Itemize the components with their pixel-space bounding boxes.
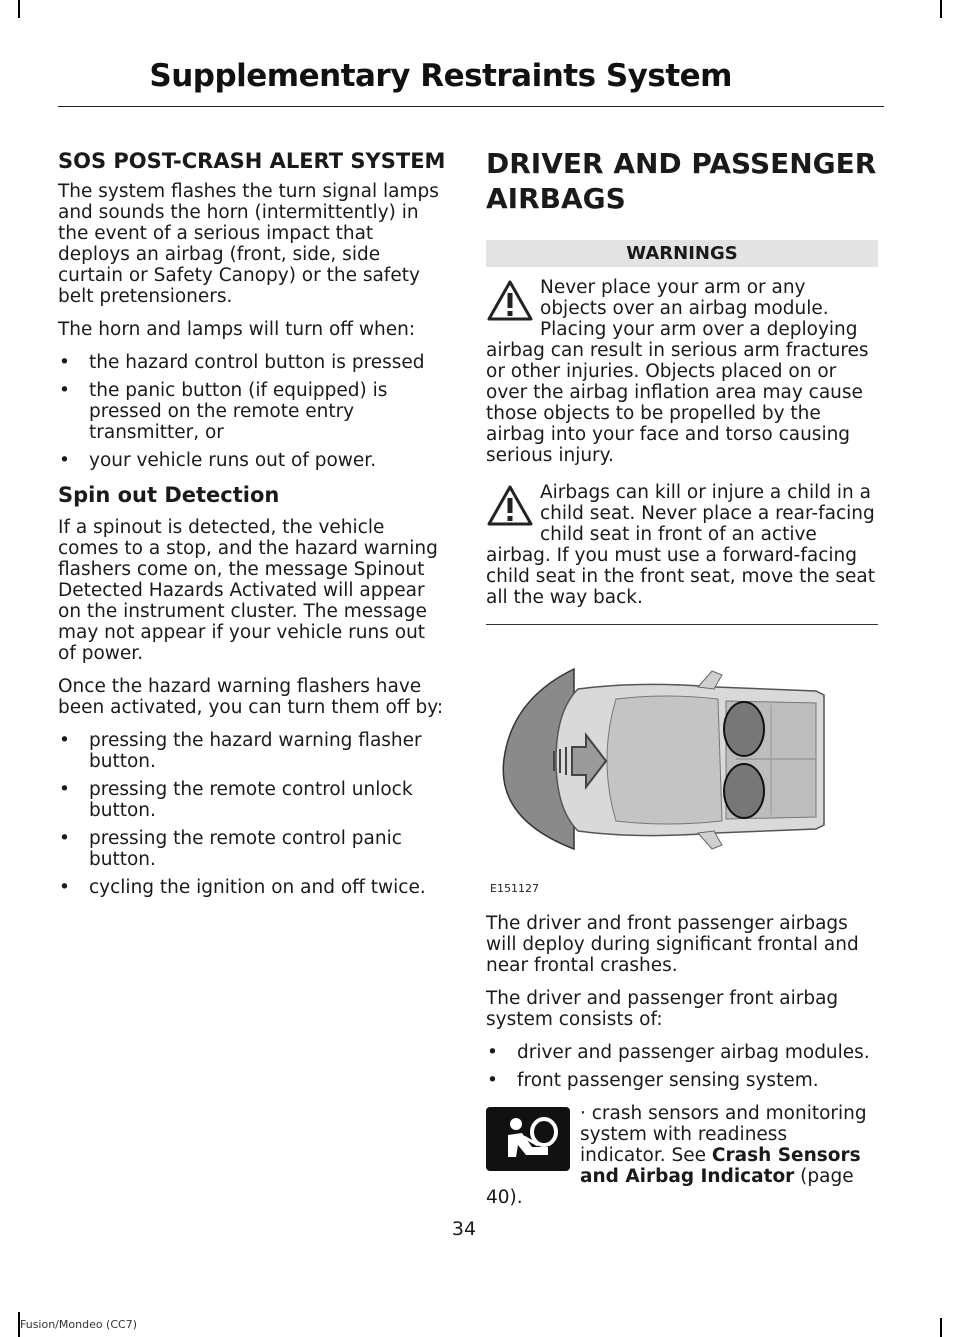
crop-mark-bottom-right	[940, 1318, 942, 1337]
warnings-end-rule	[486, 624, 878, 625]
list-item: • cycling the ignition on and off twice.	[58, 877, 446, 898]
right-column	[486, 146, 878, 1208]
crash-sensors-block	[486, 1103, 878, 1208]
warning-block-1	[486, 277, 878, 466]
crop-mark-top-right	[940, 0, 942, 18]
horn-off-list	[58, 352, 446, 471]
airbag-deployment-figure	[486, 629, 878, 901]
hazard-off-list	[58, 730, 446, 898]
airbag-indicator-icon	[486, 1107, 570, 1171]
deploy-paragraph: The driver and front passenger airbags will deploy during significant frontal and near frontal crashes.	[486, 913, 859, 976]
spinout-paragraph: If a spinout is detected, the vehicle comes to a stop, and the hazard warning flashers come on, the message Spinout Detected Hazards Activated will appear on the instrument cluster. The message may not appear if your vehicle runs out of power.	[58, 517, 438, 664]
warning-text-2: Airbags can kill or injure a child in a child seat. Never place a rear-facing child seat in front of an active airbag. If you must use a forward-facing child seat in the front seat, move the seat all the way back.	[486, 482, 875, 608]
list-item: • driver and passenger airbag modules.	[486, 1042, 878, 1063]
warning-triangle-icon	[486, 484, 534, 528]
left-column	[58, 146, 446, 910]
airbag-illustration	[486, 629, 878, 901]
page-number: 34	[451, 1218, 477, 1240]
warnings-header: WARNINGS	[486, 240, 878, 267]
crop-mark-top-left	[18, 0, 20, 18]
crash-sensors-text: · crash sensors and monitoring system with readiness indicator. See	[580, 1103, 867, 1166]
crash-sensors-page-ref: (page 40).	[486, 1166, 854, 1208]
list-item: • your vehicle runs out of power.	[58, 450, 446, 471]
footer-model: Fusion/Mondeo (CC7)	[20, 1318, 138, 1331]
warning-block-2	[486, 482, 878, 608]
list-item: • pressing the remote control unlock button.	[58, 779, 446, 821]
warning-triangle-icon	[486, 279, 534, 323]
list-item: • the panic button (if equipped) is pressed on the remote entry transmitter, or	[58, 380, 446, 443]
list-item: • front passenger sensing system.	[486, 1070, 878, 1091]
page-header-title: Supplementary Restraints System	[149, 58, 732, 94]
sos-paragraph: The system flashes the turn signal lamps and sounds the horn (intermittently) in the event of a serious impact that deploys an airbag (front, side, side curtain or Safety Canopy) or the safety belt pretensioners.	[58, 181, 439, 307]
consists-list	[486, 1042, 878, 1091]
list-item: • pressing the remote control panic button.	[58, 828, 446, 870]
warning-text-1: Never place your arm or any objects over an airbag module. Placing your arm over a deploying airbag can result in serious arm fractures or other injuries. Objects placed on or over the airbag inflation area may cause those objects to be propelled by the airbag into your face and torso causing serious injury.	[486, 277, 869, 466]
figure-code: E151127	[490, 882, 539, 895]
crash-sensors-link[interactable]: Crash Sensors and Airbag Indicator	[580, 1145, 861, 1187]
header-rule	[58, 106, 884, 107]
consists-intro: The driver and passenger front airbag system consists of:	[486, 988, 839, 1030]
horn-off-intro: The horn and lamps will turn off when:	[58, 319, 416, 340]
airbags-title-line2: AIRBAGS	[486, 182, 626, 215]
sos-section-title: SOS POST-CRASH ALERT SYSTEM	[58, 149, 446, 173]
list-item: • pressing the hazard warning flasher button.	[58, 730, 446, 772]
airbags-section-title	[486, 146, 878, 216]
list-item: • the hazard control button is pressed	[58, 352, 446, 373]
spinout-section-title: Spin out Detection	[58, 483, 280, 507]
hazard-off-intro: Once the hazard warning flashers have been activated, you can turn them off by:	[58, 676, 444, 718]
airbags-title-line1: DRIVER AND PASSENGER	[486, 147, 877, 180]
